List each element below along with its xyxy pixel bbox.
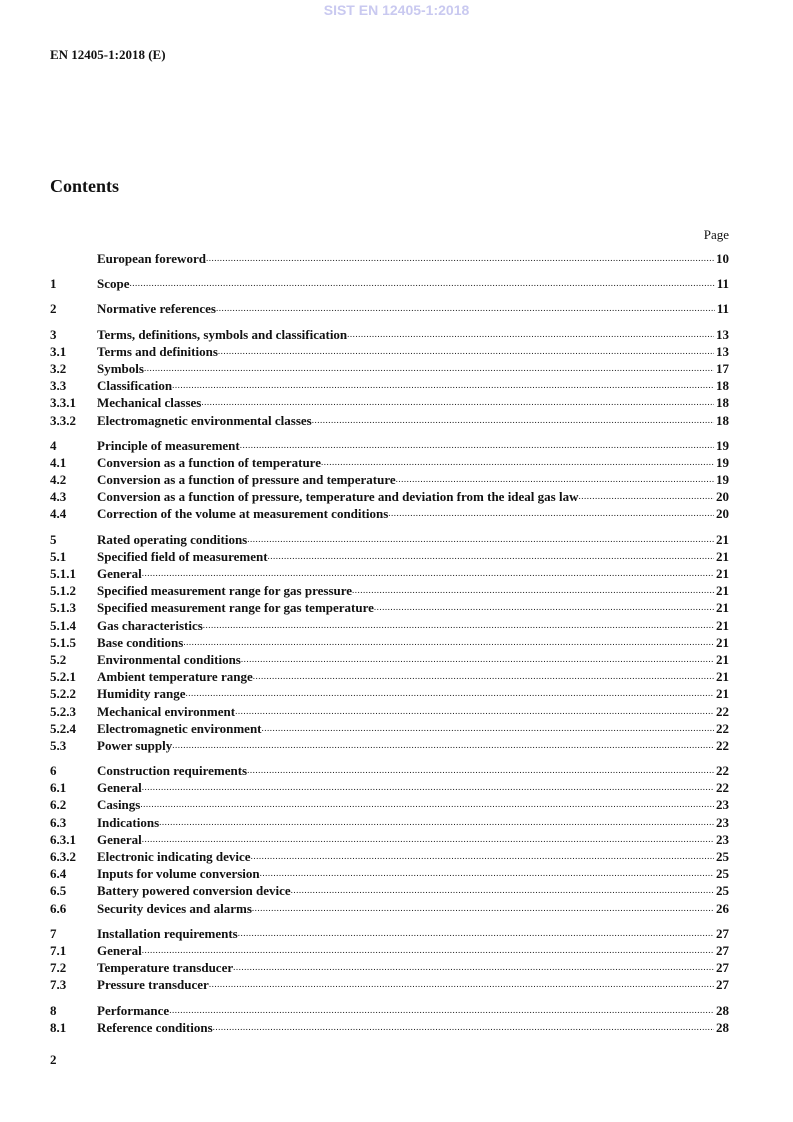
dot-leader — [374, 599, 714, 616]
toc-entry[interactable] — [50, 779, 729, 796]
toc-entry[interactable] — [50, 454, 729, 471]
toc-entry-page: 22 — [716, 763, 729, 779]
dot-leader — [396, 471, 714, 488]
toc-entry-number: 6.6 — [50, 900, 67, 916]
dot-leader — [206, 250, 714, 267]
toc-entry-page: 21 — [716, 531, 729, 547]
toc-entry-page: 22 — [716, 737, 729, 753]
toc-entry-title: Battery powered conversion device — [97, 883, 291, 899]
toc-entry-title: General — [97, 780, 142, 796]
page-title: Contents — [50, 176, 120, 196]
toc-entry[interactable] — [50, 488, 729, 505]
toc-entry-number: 2 — [50, 301, 57, 317]
toc-entry-page: 21 — [716, 548, 729, 564]
dot-leader — [169, 1002, 714, 1019]
toc-entry[interactable] — [50, 882, 729, 899]
toc-group — [50, 326, 729, 429]
toc-entry-number: 4.4 — [50, 506, 67, 522]
toc-entry-page: 19 — [716, 472, 729, 488]
toc-entry[interactable] — [50, 814, 729, 831]
toc-entry-title: Classification — [97, 378, 173, 394]
toc-entry-title: Installation requirements — [97, 925, 238, 941]
toc-entry-number: 8 — [50, 1002, 57, 1018]
toc-entry[interactable] — [50, 275, 729, 292]
toc-entry-page: 28 — [716, 1002, 729, 1018]
toc-entry[interactable] — [50, 720, 729, 737]
toc-entry-title: Scope — [97, 276, 130, 292]
toc-entry-number: 5.2.3 — [50, 703, 76, 719]
table-of-contents — [50, 250, 729, 1036]
dot-leader — [216, 300, 715, 317]
toc-entry-title: Temperature transducer — [97, 960, 234, 976]
toc-entry[interactable] — [50, 412, 729, 429]
dot-leader — [321, 454, 714, 471]
toc-entry-page: 22 — [716, 720, 729, 736]
toc-entry-number: 5.1.5 — [50, 634, 76, 650]
toc-entry-title: Power supply — [97, 737, 173, 753]
dot-leader — [388, 505, 714, 522]
toc-entry-page: 21 — [716, 583, 729, 599]
toc-entry[interactable] — [50, 548, 729, 565]
toc-entry-page: 21 — [716, 686, 729, 702]
page-number: 2 — [50, 1052, 57, 1067]
dot-leader — [130, 275, 715, 292]
dot-leader — [252, 900, 714, 917]
toc-entry[interactable] — [50, 762, 729, 779]
toc-entry-page: 19 — [716, 454, 729, 470]
dot-leader — [235, 703, 714, 720]
toc-entry-title: Principle of measurement — [97, 437, 240, 453]
toc-entry-number: 5.1 — [50, 548, 67, 564]
dot-leader — [142, 831, 714, 848]
toc-entry-number: 7.3 — [50, 977, 67, 993]
toc-entry-number: 5.2.1 — [50, 669, 76, 685]
toc-entry-page: 13 — [716, 326, 729, 342]
toc-entry[interactable] — [50, 685, 729, 702]
toc-group — [50, 250, 729, 267]
toc-entry[interactable] — [50, 437, 729, 454]
dot-leader — [247, 762, 714, 779]
dot-leader — [253, 668, 714, 685]
toc-entry-number: 3.3.1 — [50, 395, 76, 411]
toc-entry-title: Inputs for volume conversion — [97, 866, 260, 882]
toc-group — [50, 300, 729, 317]
toc-entry[interactable] — [50, 959, 729, 976]
toc-entry-title: Security devices and alarms — [97, 900, 252, 916]
document-header: EN 12405-1:2018 (E) — [50, 47, 166, 62]
dot-leader — [140, 796, 714, 813]
toc-entry[interactable] — [50, 942, 729, 959]
dot-leader — [347, 326, 714, 343]
toc-entry-page: 22 — [716, 703, 729, 719]
toc-entry-number: 7.2 — [50, 960, 67, 976]
toc-entry-page: 27 — [716, 977, 729, 993]
toc-entry-title: Specified measurement range for gas pressure — [97, 583, 353, 599]
toc-entry-number: 5.1.3 — [50, 600, 76, 616]
toc-entry[interactable] — [50, 1002, 729, 1019]
toc-entry[interactable] — [50, 377, 729, 394]
toc-entry-number: 5.3 — [50, 737, 67, 753]
toc-entry-page: 21 — [716, 600, 729, 616]
dot-leader — [312, 412, 714, 429]
toc-entry[interactable] — [50, 900, 729, 917]
toc-entry-title: Electromagnetic environment — [97, 720, 262, 736]
dot-leader — [213, 1019, 714, 1036]
toc-entry[interactable] — [50, 360, 729, 377]
dot-leader — [203, 617, 714, 634]
toc-entry-title: Gas characteristics — [97, 617, 203, 633]
toc-entry[interactable] — [50, 394, 729, 411]
dot-leader — [159, 814, 714, 831]
toc-entry-page: 28 — [716, 1019, 729, 1035]
dot-leader — [185, 685, 714, 702]
toc-entry-number: 3.3 — [50, 378, 67, 394]
toc-entry-number: 6.3 — [50, 814, 67, 830]
toc-entry-title: Indications — [97, 814, 160, 830]
dot-leader — [352, 582, 714, 599]
toc-entry[interactable] — [50, 582, 729, 599]
dot-leader — [142, 565, 714, 582]
toc-entry[interactable] — [50, 505, 729, 522]
watermark: SIST EN 12405-1:2018 — [323, 2, 470, 18]
toc-entry-number: 5.2 — [50, 651, 67, 667]
toc-entry-title: Specified measurement range for gas temperature — [97, 600, 374, 616]
toc-entry-page: 21 — [716, 634, 729, 650]
toc-entry-page: 23 — [716, 831, 729, 847]
toc-entry-page: 18 — [716, 395, 729, 411]
toc-entry-page: 25 — [716, 866, 729, 882]
toc-entry-number: 6.1 — [50, 780, 67, 796]
toc-entry-page: 27 — [716, 960, 729, 976]
toc-entry-page: 22 — [716, 780, 729, 796]
toc-entry-number: 6 — [50, 763, 57, 779]
toc-entry-number: 3.2 — [50, 360, 67, 376]
dot-leader — [262, 720, 714, 737]
toc-entry-title: Normative references — [97, 301, 216, 317]
toc-entry[interactable] — [50, 925, 729, 942]
toc-entry[interactable] — [50, 831, 729, 848]
toc-entry-page: 25 — [716, 883, 729, 899]
toc-entry-number: 5.2.4 — [50, 720, 76, 736]
toc-entry-title: General — [97, 566, 142, 581]
toc-entry-number: 6.5 — [50, 883, 67, 899]
toc-entry-title: Electromagnetic environmental classes — [97, 412, 312, 428]
toc-entry-page: 25 — [716, 849, 729, 864]
toc-entry-title: Base conditions — [97, 634, 184, 650]
toc-entry-title: Electronic indicating device — [97, 849, 251, 864]
toc-entry-page: 11 — [716, 276, 729, 292]
toc-entry-page: 17 — [716, 360, 729, 376]
dot-leader — [209, 976, 714, 993]
dot-leader — [142, 942, 714, 959]
toc-group — [50, 531, 729, 754]
toc-entry[interactable] — [50, 250, 729, 267]
toc-entry-number: 3.1 — [50, 343, 67, 359]
toc-entry-page: 27 — [716, 942, 729, 958]
toc-entry[interactable] — [50, 565, 729, 582]
toc-entry-number: 5.2.2 — [50, 686, 76, 702]
toc-entry-title: Construction requirements — [97, 763, 248, 779]
dot-leader — [291, 882, 714, 899]
dot-leader — [247, 531, 714, 548]
toc-entry[interactable] — [50, 471, 729, 488]
toc-entry-title: Specified field of measurement — [97, 548, 268, 564]
toc-entry-number: 8.1 — [50, 1019, 67, 1035]
toc-entry-title: European foreword — [97, 251, 206, 266]
dot-leader — [233, 959, 714, 976]
toc-group — [50, 275, 729, 292]
toc-entry[interactable] — [50, 599, 729, 616]
toc-entry-page: 21 — [716, 651, 729, 667]
toc-entry-page: 27 — [716, 925, 729, 941]
toc-entry-title: Reference conditions — [97, 1019, 213, 1035]
toc-entry[interactable] — [50, 1019, 729, 1036]
toc-entry-title: Ambient temperature range — [97, 669, 253, 685]
toc-entry-number: 5 — [50, 531, 57, 547]
toc-entry[interactable] — [50, 737, 729, 754]
dot-leader — [218, 343, 714, 360]
dot-leader — [251, 848, 714, 865]
page-column-label: Page — [703, 227, 729, 242]
toc-entry-page: 18 — [716, 378, 729, 394]
toc-group — [50, 762, 729, 917]
toc-entry[interactable] — [50, 651, 729, 668]
toc-entry-number: 5.1.2 — [50, 583, 76, 599]
toc-entry[interactable] — [50, 668, 729, 685]
toc-entry-number: 1 — [50, 276, 57, 292]
dot-leader — [578, 488, 714, 505]
dot-leader — [172, 737, 714, 754]
toc-entry-number: 4.1 — [50, 454, 67, 470]
toc-entry-page: 26 — [716, 900, 729, 916]
toc-entry-title: Mechanical classes — [97, 395, 202, 411]
toc-entry-number: 6.2 — [50, 797, 67, 813]
toc-entry[interactable] — [50, 326, 729, 343]
toc-entry-page: 10 — [716, 251, 729, 266]
toc-entry-number: 7 — [50, 925, 57, 941]
dot-leader — [268, 548, 714, 565]
dot-leader — [241, 651, 714, 668]
toc-entry-title: General — [97, 942, 142, 958]
toc-entry-title: Conversion as a function of pressure and temperature — [97, 472, 396, 488]
dot-leader — [201, 394, 714, 411]
toc-entry-page: 21 — [716, 669, 729, 685]
dot-leader — [172, 377, 714, 394]
toc-entry-title: Pressure transducer — [97, 977, 209, 993]
toc-entry-number: 4.3 — [50, 489, 67, 505]
toc-entry-number: 6.3.2 — [50, 849, 76, 864]
toc-entry[interactable] — [50, 865, 729, 882]
toc-entry[interactable] — [50, 703, 729, 720]
toc-entry-title: Casings — [97, 797, 141, 813]
toc-entry[interactable] — [50, 634, 729, 651]
dot-leader — [238, 925, 714, 942]
toc-entry-title: Mechanical environment — [97, 703, 236, 719]
toc-entry-number — [50, 250, 97, 267]
toc-entry-number: 4.2 — [50, 472, 67, 488]
toc-entry-title: Rated operating conditions — [97, 531, 248, 547]
toc-entry-page: 20 — [716, 489, 729, 505]
dot-leader — [144, 360, 714, 377]
toc-entry-page: 18 — [716, 412, 729, 428]
toc-entry-number: 3 — [50, 326, 57, 342]
toc-group — [50, 1002, 729, 1036]
toc-entry-page: 11 — [716, 301, 729, 317]
toc-entry[interactable] — [50, 300, 729, 317]
toc-entry-title: General — [97, 831, 142, 847]
toc-group — [50, 437, 729, 523]
toc-entry-number: 5.1.4 — [50, 617, 76, 633]
toc-entry-title: Correction of the volume at measurement conditions — [97, 506, 389, 522]
toc-entry-number: 6.3.1 — [50, 831, 76, 847]
toc-entry-title: Terms, definitions, symbols and classification — [97, 326, 348, 342]
toc-entry-page: 20 — [716, 506, 729, 522]
dot-leader — [183, 634, 714, 651]
toc-entry-title: Conversion as a function of pressure, temperature and deviation from the ideal gas law — [97, 489, 579, 505]
toc-entry-page: 21 — [716, 566, 729, 581]
toc-entry[interactable] — [50, 343, 729, 360]
toc-entry[interactable] — [50, 848, 729, 865]
toc-entry-page: 19 — [716, 437, 729, 453]
toc-entry-page: 23 — [716, 814, 729, 830]
toc-entry-page: 13 — [716, 343, 729, 359]
toc-entry[interactable] — [50, 531, 729, 548]
toc-entry-number: 6.4 — [50, 866, 67, 882]
toc-entry-title: Environmental conditions — [97, 651, 241, 667]
dot-leader — [240, 437, 714, 454]
toc-entry-title: Symbols — [97, 360, 144, 376]
toc-entry-title: Performance — [97, 1002, 170, 1018]
toc-entry[interactable] — [50, 796, 729, 813]
toc-entry-number: 3.3.2 — [50, 412, 76, 428]
toc-entry-title: Humidity range — [97, 686, 186, 702]
toc-entry-page: 21 — [716, 617, 729, 633]
toc-entry-title: Conversion as a function of temperature — [97, 454, 321, 470]
toc-group — [50, 925, 729, 994]
toc-entry[interactable] — [50, 976, 729, 993]
dot-leader — [260, 865, 714, 882]
dot-leader — [142, 779, 714, 796]
toc-entry-page: 23 — [716, 797, 729, 813]
toc-entry-number: 7.1 — [50, 942, 67, 958]
toc-entry-number: 5.1.1 — [50, 566, 76, 581]
toc-entry[interactable] — [50, 617, 729, 634]
toc-entry-number: 4 — [50, 437, 57, 453]
toc-entry-title: Terms and definitions — [97, 343, 218, 359]
